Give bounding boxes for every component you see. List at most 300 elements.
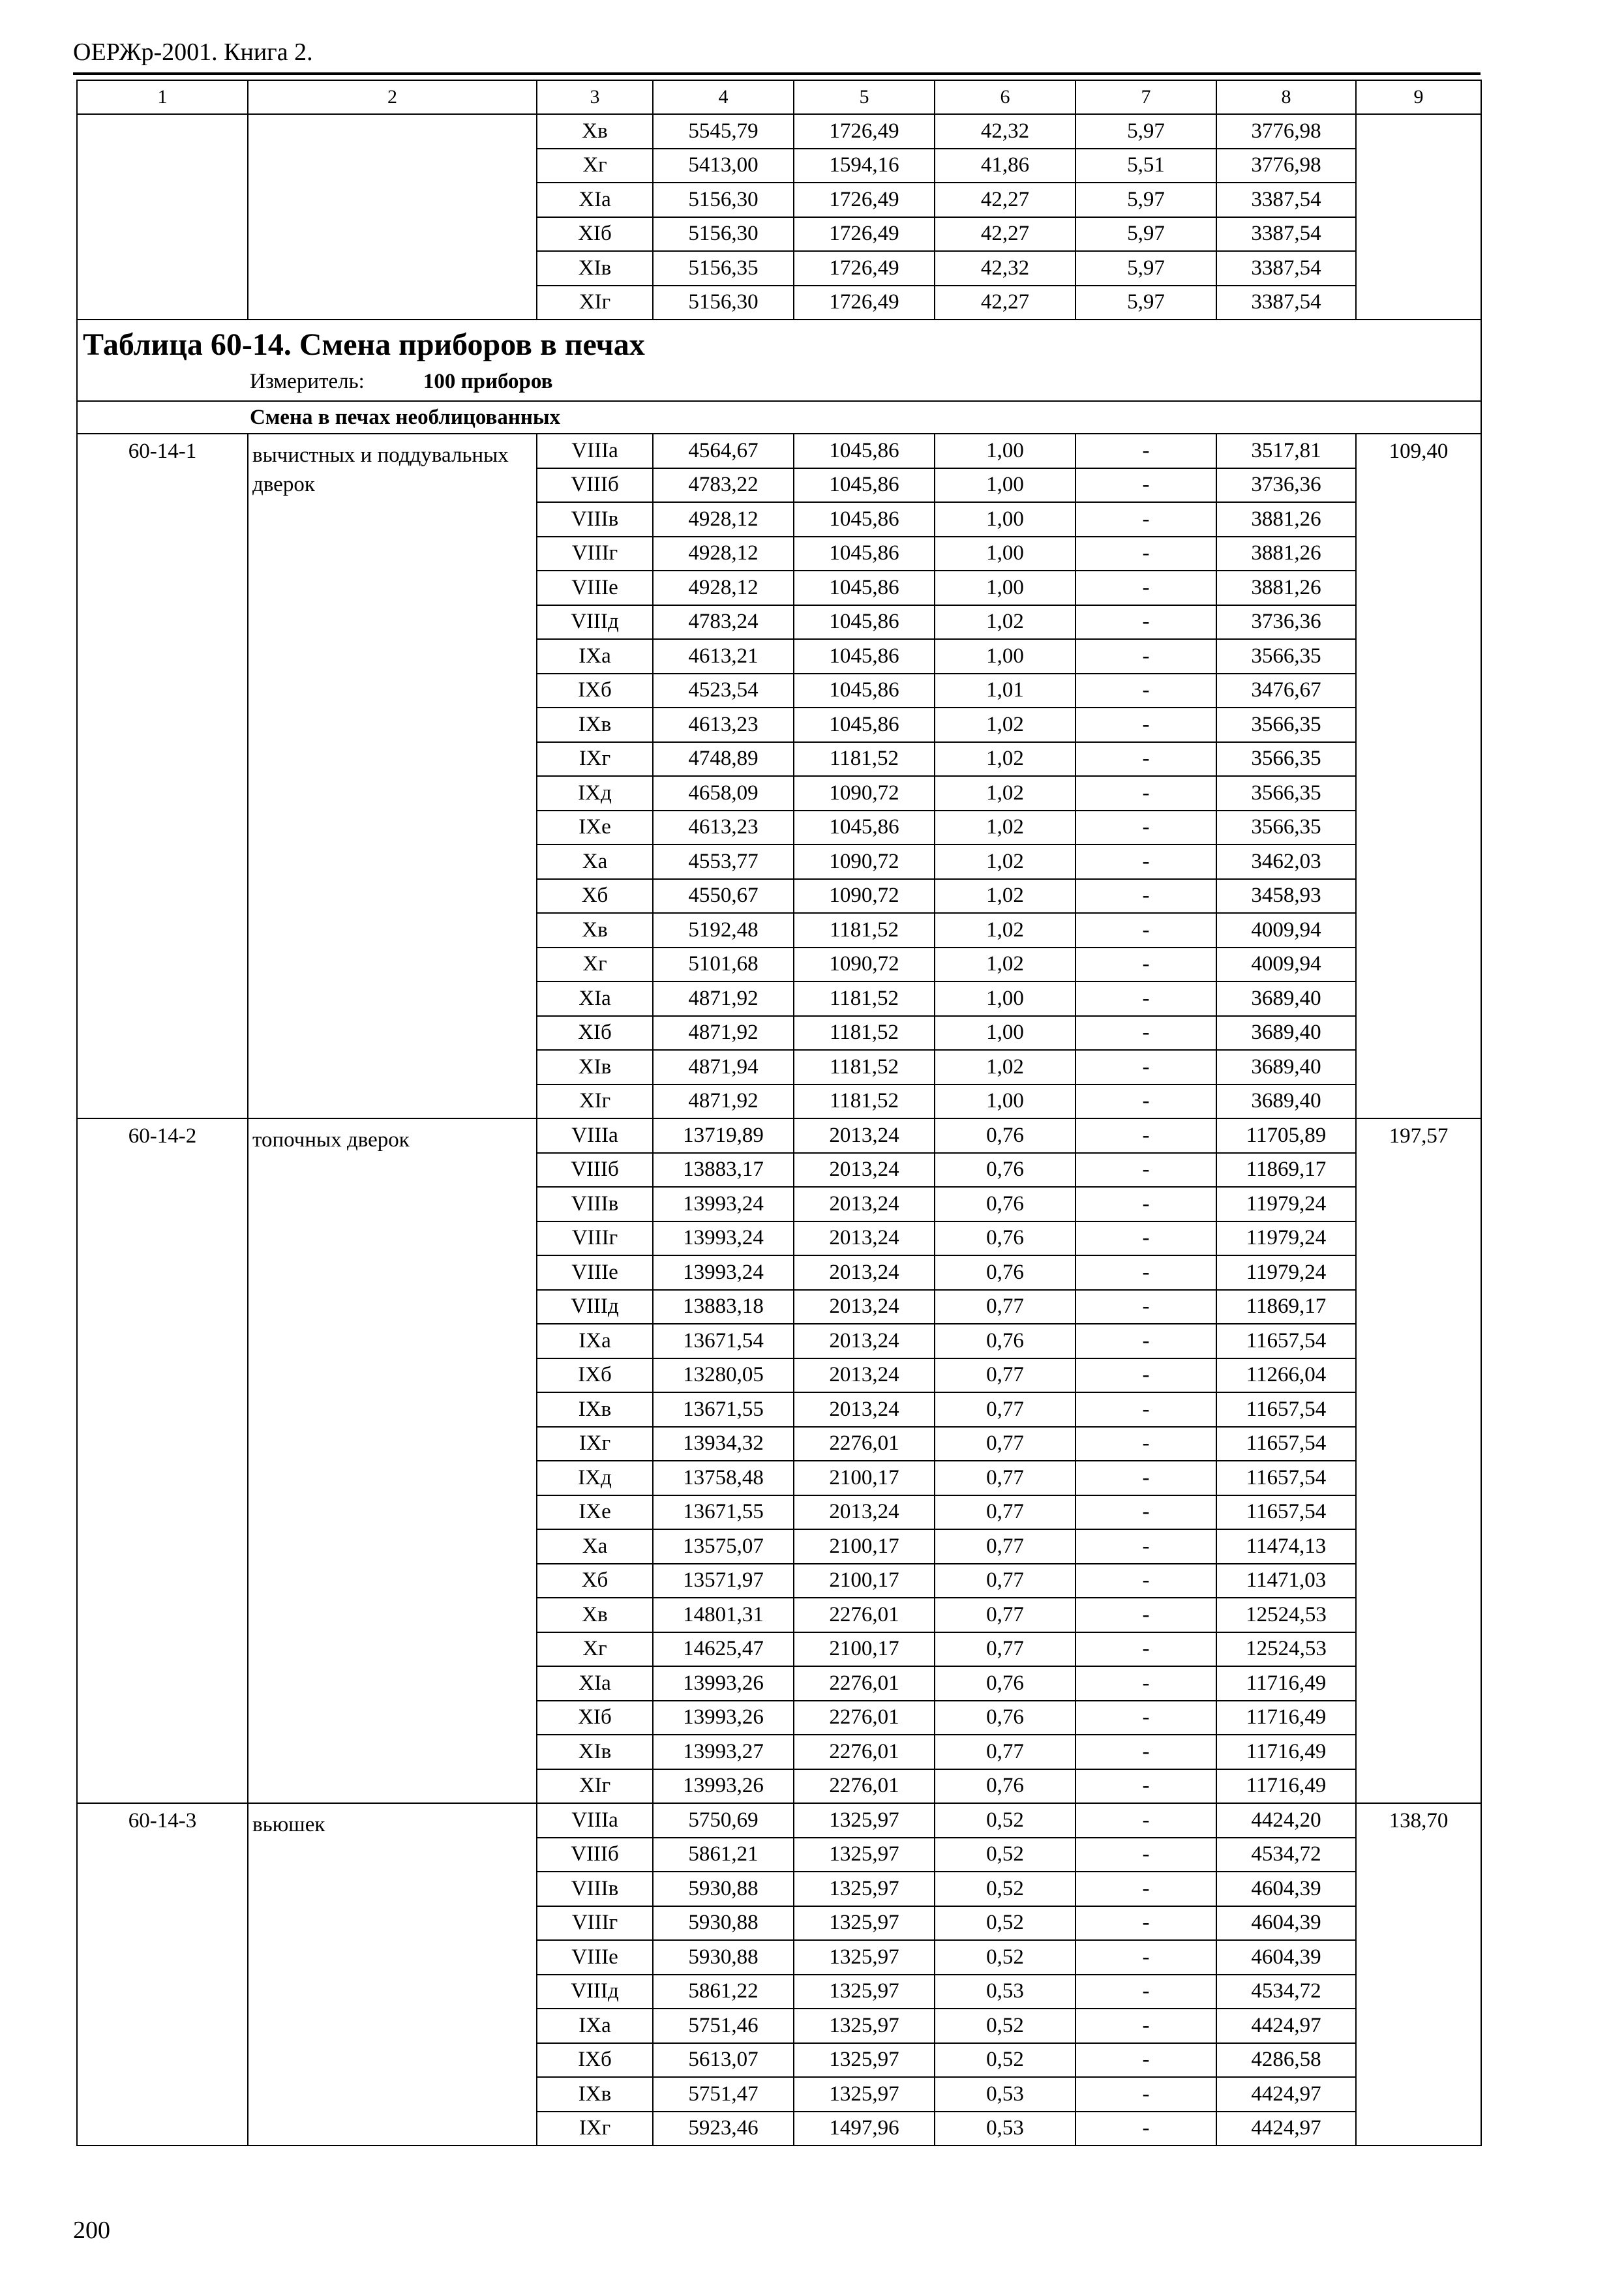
material-cell: 11657,54 xyxy=(1216,1495,1356,1530)
machine-cell: 0,52 xyxy=(935,1838,1075,1872)
machinist-wage-cell: - xyxy=(1075,1358,1216,1393)
machine-cell: 1,00 xyxy=(935,434,1075,468)
category-cell: Xг xyxy=(537,1632,653,1667)
machine-cell: 42,27 xyxy=(935,183,1075,217)
machine-cell: 0,76 xyxy=(935,1324,1075,1358)
code-cell xyxy=(77,114,248,320)
wage-cell: 1045,86 xyxy=(794,811,935,845)
wage-cell: 2013,24 xyxy=(794,1495,935,1530)
machinist-wage-cell: - xyxy=(1075,1324,1216,1358)
cost-cell: 5156,30 xyxy=(653,286,794,320)
column-number: 2 xyxy=(248,80,537,114)
category-cell: VIIIв xyxy=(537,502,653,537)
category-cell: XIб xyxy=(537,1701,653,1735)
cost-cell: 5861,22 xyxy=(653,1975,794,2009)
item-code: 60-14-2 xyxy=(77,1118,248,1803)
material-cell: 11869,17 xyxy=(1216,1290,1356,1324)
machinist-wage-cell: - xyxy=(1075,468,1216,503)
category-cell: VIIIд xyxy=(537,1290,653,1324)
table-title: Таблица 60-14. Смена приборов в печах xyxy=(83,327,645,362)
category-cell: Xа xyxy=(537,1529,653,1564)
material-cell: 11716,49 xyxy=(1216,1769,1356,1804)
wage-cell: 1045,86 xyxy=(794,571,935,605)
machinist-wage-cell: 5,97 xyxy=(1075,286,1216,320)
wage-cell: 1181,52 xyxy=(794,1016,935,1051)
machine-cell: 0,52 xyxy=(935,1803,1075,1838)
category-cell: VIIIб xyxy=(537,1153,653,1188)
table-title-row xyxy=(77,320,1481,401)
labor-rate: 109,40 xyxy=(1356,434,1481,1118)
wage-cell: 2276,01 xyxy=(794,1769,935,1804)
machinist-wage-cell: 5,97 xyxy=(1075,251,1216,286)
machinist-wage-cell: - xyxy=(1075,1666,1216,1701)
material-cell: 4424,97 xyxy=(1216,2112,1356,2146)
machine-cell: 0,76 xyxy=(935,1118,1075,1153)
machinist-wage-cell: - xyxy=(1075,1872,1216,1906)
machinist-wage-cell: - xyxy=(1075,605,1216,640)
wage-cell: 1045,86 xyxy=(794,639,935,674)
machinist-wage-cell: - xyxy=(1075,948,1216,982)
category-cell: VIIIд xyxy=(537,605,653,640)
page-number: 200 xyxy=(73,2217,110,2244)
wage-cell: 2013,24 xyxy=(794,1118,935,1153)
material-cell: 11266,04 xyxy=(1216,1358,1356,1393)
column-number: 4 xyxy=(653,80,794,114)
wage-cell: 1325,97 xyxy=(794,1872,935,1906)
cost-cell: 5156,35 xyxy=(653,251,794,286)
wage-cell: 1181,52 xyxy=(794,1085,935,1119)
machine-cell: 1,00 xyxy=(935,639,1075,674)
machine-cell: 1,02 xyxy=(935,948,1075,982)
category-cell: VIIIв xyxy=(537,1187,653,1221)
machinist-wage-cell: - xyxy=(1075,1221,1216,1256)
column-number: 6 xyxy=(935,80,1075,114)
machinist-wage-cell: - xyxy=(1075,2043,1216,2078)
material-cell: 3881,26 xyxy=(1216,502,1356,537)
category-cell: XIв xyxy=(537,1050,653,1085)
material-cell: 3566,35 xyxy=(1216,776,1356,811)
wage-cell: 2013,24 xyxy=(794,1392,935,1427)
material-cell: 11716,49 xyxy=(1216,1666,1356,1701)
cost-cell: 4928,12 xyxy=(653,502,794,537)
category-cell: XIв xyxy=(537,1735,653,1769)
header-rule xyxy=(73,72,1481,75)
labor-rate: 138,70 xyxy=(1356,1803,1481,2146)
item-name: вычистных и поддувальных дверок xyxy=(248,434,537,1118)
material-cell: 3689,40 xyxy=(1216,981,1356,1016)
material-cell: 11657,54 xyxy=(1216,1461,1356,1495)
machine-cell: 0,52 xyxy=(935,1940,1075,1975)
category-cell: IXб xyxy=(537,674,653,708)
machine-cell: 1,00 xyxy=(935,1016,1075,1051)
wage-cell: 2100,17 xyxy=(794,1461,935,1495)
machinist-wage-cell: - xyxy=(1075,1769,1216,1804)
category-cell: IXг xyxy=(537,2112,653,2146)
wage-cell: 2276,01 xyxy=(794,1666,935,1701)
wage-cell: 2100,17 xyxy=(794,1529,935,1564)
cost-cell: 5613,07 xyxy=(653,2043,794,2078)
machine-cell: 0,77 xyxy=(935,1598,1075,1632)
cost-cell: 4550,67 xyxy=(653,879,794,914)
material-cell: 4604,39 xyxy=(1216,1872,1356,1906)
wage-cell: 2276,01 xyxy=(794,1598,935,1632)
category-cell: Xб xyxy=(537,1564,653,1598)
item-code: 60-14-1 xyxy=(77,434,248,1118)
item-code: 60-14-3 xyxy=(77,1803,248,2146)
labor-rate: 197,57 xyxy=(1356,1118,1481,1803)
cost-cell: 4613,23 xyxy=(653,708,794,742)
machine-cell: 0,53 xyxy=(935,1975,1075,2009)
wage-cell: 1325,97 xyxy=(794,1906,935,1941)
category-cell: IXа xyxy=(537,1324,653,1358)
cost-cell: 5923,46 xyxy=(653,2112,794,2146)
machine-cell: 0,77 xyxy=(935,1392,1075,1427)
category-cell: VIIIд xyxy=(537,1975,653,2009)
machinist-wage-cell: - xyxy=(1075,879,1216,914)
machinist-wage-cell: - xyxy=(1075,1803,1216,1838)
machinist-wage-cell: - xyxy=(1075,776,1216,811)
cost-cell: 13280,05 xyxy=(653,1358,794,1393)
machinist-wage-cell: - xyxy=(1075,1255,1216,1290)
category-cell: XIа xyxy=(537,981,653,1016)
cost-cell: 13993,24 xyxy=(653,1255,794,1290)
cost-cell: 13671,55 xyxy=(653,1495,794,1530)
category-cell: IXб xyxy=(537,2043,653,2078)
category-cell: VIIIе xyxy=(537,1255,653,1290)
material-cell: 11657,54 xyxy=(1216,1392,1356,1427)
cost-cell: 14801,31 xyxy=(653,1598,794,1632)
cost-cell: 5156,30 xyxy=(653,217,794,252)
material-cell: 4604,39 xyxy=(1216,1940,1356,1975)
category-cell: IXа xyxy=(537,639,653,674)
category-cell: VIIIб xyxy=(537,468,653,503)
machine-cell: 0,52 xyxy=(935,2009,1075,2043)
category-cell: XIг xyxy=(537,286,653,320)
wage-cell: 2013,24 xyxy=(794,1358,935,1393)
material-cell: 4534,72 xyxy=(1216,1975,1356,2009)
cost-cell: 4871,92 xyxy=(653,981,794,1016)
machinist-wage-cell: - xyxy=(1075,1495,1216,1530)
wage-cell: 2276,01 xyxy=(794,1735,935,1769)
machinist-wage-cell: - xyxy=(1075,1838,1216,1872)
machinist-wage-cell: - xyxy=(1075,981,1216,1016)
column-number: 8 xyxy=(1216,80,1356,114)
machine-cell: 0,76 xyxy=(935,1701,1075,1735)
machinist-wage-cell: - xyxy=(1075,1427,1216,1461)
wage-cell: 1726,49 xyxy=(794,114,935,149)
cost-cell: 13993,27 xyxy=(653,1735,794,1769)
material-cell: 3387,54 xyxy=(1216,183,1356,217)
cost-cell: 13571,97 xyxy=(653,1564,794,1598)
machine-cell: 0,76 xyxy=(935,1153,1075,1188)
wage-cell: 1090,72 xyxy=(794,845,935,879)
machinist-wage-cell: - xyxy=(1075,845,1216,879)
material-cell: 3736,36 xyxy=(1216,468,1356,503)
machine-cell: 0,77 xyxy=(935,1564,1075,1598)
cost-cell: 4658,09 xyxy=(653,776,794,811)
material-cell: 3776,98 xyxy=(1216,149,1356,183)
category-cell: VIIIа xyxy=(537,1803,653,1838)
material-cell: 3689,40 xyxy=(1216,1085,1356,1119)
wage-cell: 1045,86 xyxy=(794,468,935,503)
wage-cell: 1594,16 xyxy=(794,149,935,183)
machine-cell: 1,00 xyxy=(935,468,1075,503)
material-cell: 11979,24 xyxy=(1216,1187,1356,1221)
wage-cell: 1325,97 xyxy=(794,1803,935,1838)
machinist-wage-cell: - xyxy=(1075,1529,1216,1564)
measure-line xyxy=(83,371,1475,393)
machine-cell: 1,00 xyxy=(935,537,1075,571)
wage-cell: 1045,86 xyxy=(794,434,935,468)
rates-table xyxy=(76,80,1482,2146)
cost-cell: 4564,67 xyxy=(653,434,794,468)
material-cell: 4009,94 xyxy=(1216,913,1356,948)
wage-cell: 2013,24 xyxy=(794,1324,935,1358)
wage-cell: 1325,97 xyxy=(794,1940,935,1975)
category-cell: Xг xyxy=(537,948,653,982)
cost-cell: 5101,68 xyxy=(653,948,794,982)
category-cell: VIIIг xyxy=(537,1906,653,1941)
machine-cell: 41,86 xyxy=(935,149,1075,183)
category-cell: Xа xyxy=(537,845,653,879)
machinist-wage-cell: - xyxy=(1075,1050,1216,1085)
cost-cell: 4928,12 xyxy=(653,537,794,571)
cost-cell: 13883,18 xyxy=(653,1290,794,1324)
wage-cell: 1726,49 xyxy=(794,251,935,286)
wage-cell: 1325,97 xyxy=(794,2077,935,2112)
material-cell: 3387,54 xyxy=(1216,251,1356,286)
machinist-wage-cell: - xyxy=(1075,913,1216,948)
category-cell: Xв xyxy=(537,114,653,149)
cost-cell: 5545,79 xyxy=(653,114,794,149)
machinist-wage-cell: - xyxy=(1075,639,1216,674)
material-cell: 3881,26 xyxy=(1216,537,1356,571)
column-number-row xyxy=(77,80,1481,114)
wage-cell: 2100,17 xyxy=(794,1564,935,1598)
wage-cell: 1181,52 xyxy=(794,1050,935,1085)
cost-cell: 4871,94 xyxy=(653,1050,794,1085)
category-cell: IXв xyxy=(537,1392,653,1427)
material-cell: 11657,54 xyxy=(1216,1324,1356,1358)
machine-cell: 1,02 xyxy=(935,913,1075,948)
wage-cell: 1045,86 xyxy=(794,674,935,708)
category-cell: IXг xyxy=(537,742,653,777)
category-cell: IXд xyxy=(537,776,653,811)
cost-cell: 13719,89 xyxy=(653,1118,794,1153)
machine-cell: 0,76 xyxy=(935,1769,1075,1804)
machinist-wage-cell: - xyxy=(1075,708,1216,742)
cost-cell: 5930,88 xyxy=(653,1906,794,1941)
machine-cell: 0,53 xyxy=(935,2112,1075,2146)
category-cell: XIв xyxy=(537,251,653,286)
cost-cell: 5413,00 xyxy=(653,149,794,183)
cost-cell: 4523,54 xyxy=(653,674,794,708)
material-cell: 4424,97 xyxy=(1216,2077,1356,2112)
material-cell: 3517,81 xyxy=(1216,434,1356,468)
machine-cell: 1,00 xyxy=(935,502,1075,537)
wage-cell: 1090,72 xyxy=(794,948,935,982)
machine-cell: 0,77 xyxy=(935,1461,1075,1495)
machinist-wage-cell: - xyxy=(1075,1632,1216,1667)
subsection-row xyxy=(77,401,1481,434)
wage-cell: 2013,24 xyxy=(794,1290,935,1324)
cost-cell: 13671,55 xyxy=(653,1392,794,1427)
machinist-wage-cell: - xyxy=(1075,1906,1216,1941)
machine-cell: 0,76 xyxy=(935,1666,1075,1701)
wage-cell: 2013,24 xyxy=(794,1221,935,1256)
table-body xyxy=(77,80,1481,2146)
machine-cell: 0,77 xyxy=(935,1290,1075,1324)
machine-cell: 42,27 xyxy=(935,286,1075,320)
machine-cell: 1,01 xyxy=(935,674,1075,708)
material-cell: 12524,53 xyxy=(1216,1632,1356,1667)
machinist-wage-cell: - xyxy=(1075,1290,1216,1324)
material-cell: 3462,03 xyxy=(1216,845,1356,879)
material-cell: 4424,97 xyxy=(1216,2009,1356,2043)
category-cell: XIб xyxy=(537,1016,653,1051)
cost-cell: 4871,92 xyxy=(653,1085,794,1119)
wage-cell: 1726,49 xyxy=(794,217,935,252)
category-cell: VIIIа xyxy=(537,1118,653,1153)
machinist-wage-cell: - xyxy=(1075,1940,1216,1975)
wage-cell: 1325,97 xyxy=(794,2043,935,2078)
category-cell: IXв xyxy=(537,708,653,742)
cost-cell: 4613,21 xyxy=(653,639,794,674)
wage-cell: 1045,86 xyxy=(794,708,935,742)
name-cell xyxy=(248,114,537,320)
cost-cell: 13993,26 xyxy=(653,1701,794,1735)
machine-cell: 1,00 xyxy=(935,981,1075,1016)
category-cell: VIIIг xyxy=(537,1221,653,1256)
material-cell: 11474,13 xyxy=(1216,1529,1356,1564)
material-cell: 3776,98 xyxy=(1216,114,1356,149)
machine-cell: 0,77 xyxy=(935,1529,1075,1564)
wage-cell: 1726,49 xyxy=(794,183,935,217)
machine-cell: 0,52 xyxy=(935,1872,1075,1906)
material-cell: 11979,24 xyxy=(1216,1221,1356,1256)
machine-cell: 42,27 xyxy=(935,217,1075,252)
machinist-wage-cell: 5,97 xyxy=(1075,183,1216,217)
machine-cell: 0,76 xyxy=(935,1221,1075,1256)
wage-cell: 2276,01 xyxy=(794,1427,935,1461)
material-cell: 4534,72 xyxy=(1216,1838,1356,1872)
subsection-title: Смена в печах необлицованных xyxy=(77,401,1481,434)
category-cell: IXг xyxy=(537,1427,653,1461)
material-cell: 3566,35 xyxy=(1216,708,1356,742)
wage-cell: 2013,24 xyxy=(794,1153,935,1188)
column-number: 7 xyxy=(1075,80,1216,114)
material-cell: 3566,35 xyxy=(1216,639,1356,674)
category-cell: IXа xyxy=(537,2009,653,2043)
category-cell: IXв xyxy=(537,2077,653,2112)
material-cell: 3566,35 xyxy=(1216,742,1356,777)
item-name: вьюшек xyxy=(248,1803,537,2146)
category-cell: VIIIг xyxy=(537,537,653,571)
cost-cell: 13934,32 xyxy=(653,1427,794,1461)
column-number: 9 xyxy=(1356,80,1481,114)
cost-cell: 4871,92 xyxy=(653,1016,794,1051)
table-row xyxy=(77,1118,1481,1153)
machine-cell: 42,32 xyxy=(935,251,1075,286)
cost-cell: 5751,46 xyxy=(653,2009,794,2043)
machine-cell: 1,02 xyxy=(935,1050,1075,1085)
machine-cell: 0,77 xyxy=(935,1735,1075,1769)
column-number: 5 xyxy=(794,80,935,114)
machinist-wage-cell: - xyxy=(1075,1735,1216,1769)
machinist-wage-cell: - xyxy=(1075,1187,1216,1221)
wage-cell: 1325,97 xyxy=(794,1838,935,1872)
wage-cell: 1045,86 xyxy=(794,502,935,537)
machine-cell: 0,76 xyxy=(935,1187,1075,1221)
material-cell: 11716,49 xyxy=(1216,1701,1356,1735)
machine-cell: 1,02 xyxy=(935,776,1075,811)
material-cell: 11869,17 xyxy=(1216,1153,1356,1188)
machinist-wage-cell: - xyxy=(1075,537,1216,571)
table-row xyxy=(77,1803,1481,1838)
wage-cell: 1090,72 xyxy=(794,879,935,914)
cost-cell: 4748,89 xyxy=(653,742,794,777)
machinist-wage-cell: - xyxy=(1075,674,1216,708)
machinist-wage-cell: - xyxy=(1075,1118,1216,1153)
machine-cell: 0,52 xyxy=(935,1906,1075,1941)
table-row xyxy=(77,434,1481,468)
material-cell: 11471,03 xyxy=(1216,1564,1356,1598)
category-cell: IXе xyxy=(537,811,653,845)
labor-cell xyxy=(1356,114,1481,320)
machinist-wage-cell: - xyxy=(1075,502,1216,537)
wage-cell: 1325,97 xyxy=(794,1975,935,2009)
machine-cell: 1,02 xyxy=(935,811,1075,845)
machinist-wage-cell: 5,97 xyxy=(1075,114,1216,149)
machinist-wage-cell: - xyxy=(1075,2009,1216,2043)
material-cell: 4286,58 xyxy=(1216,2043,1356,2078)
column-number: 1 xyxy=(77,80,248,114)
wage-cell: 2100,17 xyxy=(794,1632,935,1667)
cost-cell: 5750,69 xyxy=(653,1803,794,1838)
machinist-wage-cell: - xyxy=(1075,2077,1216,2112)
machine-cell: 0,76 xyxy=(935,1255,1075,1290)
material-cell: 3689,40 xyxy=(1216,1016,1356,1051)
cost-cell: 13671,54 xyxy=(653,1324,794,1358)
machine-cell: 1,02 xyxy=(935,742,1075,777)
cost-cell: 13883,17 xyxy=(653,1153,794,1188)
cost-cell: 5192,48 xyxy=(653,913,794,948)
category-cell: XIг xyxy=(537,1769,653,1804)
machinist-wage-cell: 5,97 xyxy=(1075,217,1216,252)
material-cell: 3689,40 xyxy=(1216,1050,1356,1085)
machine-cell: 0,77 xyxy=(935,1495,1075,1530)
material-cell: 12524,53 xyxy=(1216,1598,1356,1632)
category-cell: XIб xyxy=(537,217,653,252)
material-cell: 3458,93 xyxy=(1216,879,1356,914)
wage-cell: 2013,24 xyxy=(794,1255,935,1290)
document-header: ОЕРЖр-2001. Книга 2. xyxy=(73,38,313,66)
cost-cell: 5930,88 xyxy=(653,1940,794,1975)
material-cell: 4424,20 xyxy=(1216,1803,1356,1838)
machinist-wage-cell: - xyxy=(1075,1598,1216,1632)
machinist-wage-cell: - xyxy=(1075,742,1216,777)
material-cell: 3387,54 xyxy=(1216,286,1356,320)
machinist-wage-cell: - xyxy=(1075,1392,1216,1427)
machinist-wage-cell: - xyxy=(1075,1701,1216,1735)
cost-cell: 13993,26 xyxy=(653,1769,794,1804)
cost-cell: 4553,77 xyxy=(653,845,794,879)
cost-cell: 13758,48 xyxy=(653,1461,794,1495)
category-cell: Xв xyxy=(537,913,653,948)
machine-cell: 0,53 xyxy=(935,2077,1075,2112)
category-cell: VIIIб xyxy=(537,1838,653,1872)
category-cell: XIа xyxy=(537,1666,653,1701)
